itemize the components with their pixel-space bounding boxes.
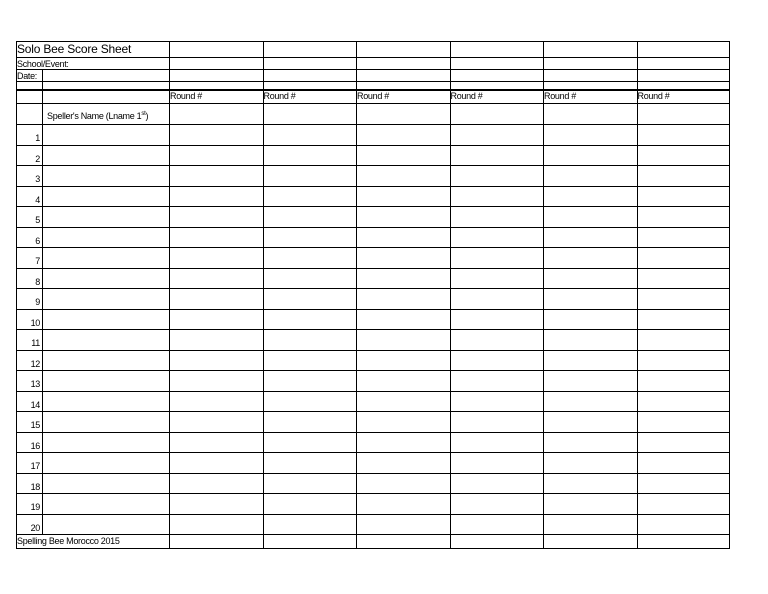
round-score-cell-5[interactable] [543,186,637,207]
round-score-cell-6[interactable] [637,350,731,371]
round-score-cell-5[interactable] [543,432,637,453]
round-score-cell-6[interactable] [637,370,731,391]
table-row [16,247,730,268]
round-score-cell-4[interactable] [450,329,544,350]
round-score-cell-2[interactable] [263,145,357,166]
round-score-cell-5[interactable] [543,493,637,514]
round-header-4: Round # [450,91,544,103]
round-score-cell-2[interactable] [263,186,357,207]
round-score-cell-6[interactable] [637,145,731,166]
table-row [16,391,730,412]
speller-name-cell[interactable] [42,370,169,391]
speller-name-cell[interactable] [42,350,169,371]
round-score-cell-1[interactable] [169,514,263,535]
table-row [16,452,730,473]
speller-name-cell[interactable] [42,247,169,268]
round-score-cell-5[interactable] [543,288,637,309]
footer-row [16,534,730,549]
title-row [16,41,730,57]
speller-name-cell[interactable] [42,411,169,432]
table-row [16,186,730,207]
round-score-cell-1[interactable] [169,186,263,207]
row-number: 9 [16,288,42,309]
round-score-cell-5[interactable] [543,206,637,227]
round-score-cell-2[interactable] [263,452,357,473]
round-score-cell-6[interactable] [637,473,731,494]
round-score-cell-2[interactable] [263,165,357,186]
round-score-cell-6[interactable] [637,329,731,350]
round-score-cell-2[interactable] [263,268,357,289]
row-number: 6 [16,227,42,248]
footer-text: Spelling Bee Morocco 2015 [16,534,169,549]
round-score-cell-3[interactable] [356,329,450,350]
speller-name-header: Speller's Name (Lname 1st) [42,103,169,124]
round-score-cell-3[interactable] [356,309,450,330]
table-row [16,514,730,535]
table-row [16,493,730,514]
round-score-cell-1[interactable] [169,411,263,432]
round-score-cell-5[interactable] [543,350,637,371]
round-score-cell-2[interactable] [263,124,357,145]
round-score-cell-2[interactable] [263,432,357,453]
score-sheet [16,41,730,549]
round-score-cell-2[interactable] [263,329,357,350]
speller-name-cell[interactable] [42,432,169,453]
speller-name-cell[interactable] [42,186,169,207]
table-row [16,268,730,289]
round-score-cell-5[interactable] [543,247,637,268]
row-number: 1 [16,124,42,145]
speller-name-cell[interactable] [42,165,169,186]
round-score-cell-4[interactable] [450,268,544,289]
round-score-cell-4[interactable] [450,493,544,514]
round-score-cell-1[interactable] [169,473,263,494]
round-score-cell-6[interactable] [637,165,731,186]
round-score-cell-1[interactable] [169,165,263,186]
round-score-cell-2[interactable] [263,473,357,494]
round-score-cell-1[interactable] [169,350,263,371]
round-score-cell-6[interactable] [637,411,731,432]
row-number: 17 [16,452,42,473]
round-header-6: Round # [637,91,731,103]
round-score-cell-2[interactable] [263,227,357,248]
row-number: 16 [16,432,42,453]
speller-name-cell[interactable] [42,452,169,473]
round-score-cell-3[interactable] [356,124,450,145]
round-score-cell-3[interactable] [356,247,450,268]
round-score-cell-5[interactable] [543,514,637,535]
round-score-cell-4[interactable] [450,124,544,145]
table-row [16,124,730,145]
round-score-cell-3[interactable] [356,206,450,227]
spacer-row [16,81,730,89]
row-number: 10 [16,309,42,330]
table-row [16,145,730,166]
school-event-label: School/Event: [16,57,169,69]
speller-name-cell[interactable] [42,206,169,227]
round-score-cell-3[interactable] [356,145,450,166]
row-number: 5 [16,206,42,227]
round-score-cell-4[interactable] [450,452,544,473]
round-score-cell-3[interactable] [356,514,450,535]
round-score-cell-2[interactable] [263,309,357,330]
round-score-cell-4[interactable] [450,186,544,207]
table-row [16,206,730,227]
round-score-cell-4[interactable] [450,432,544,453]
sheet-title: Solo Bee Score Sheet [16,41,169,57]
round-score-cell-1[interactable] [169,206,263,227]
round-score-cell-3[interactable] [356,350,450,371]
row-number: 19 [16,493,42,514]
table-row [16,350,730,371]
round-score-cell-6[interactable] [637,493,731,514]
round-score-cell-6[interactable] [637,391,731,412]
round-score-cell-4[interactable] [450,514,544,535]
round-score-cell-1[interactable] [169,452,263,473]
row-number: 18 [16,473,42,494]
speller-name-cell[interactable] [42,329,169,350]
round-score-cell-5[interactable] [543,370,637,391]
round-score-cell-3[interactable] [356,370,450,391]
round-score-cell-5[interactable] [543,309,637,330]
round-score-cell-5[interactable] [543,145,637,166]
round-score-cell-3[interactable] [356,411,450,432]
table-row [16,432,730,453]
speller-name-cell[interactable] [42,124,169,145]
speller-name-cell[interactable] [42,493,169,514]
round-score-cell-1[interactable] [169,145,263,166]
round-score-cell-4[interactable] [450,473,544,494]
round-score-cell-6[interactable] [637,432,731,453]
round-score-cell-4[interactable] [450,350,544,371]
speller-name-cell[interactable] [42,268,169,289]
speller-name-cell[interactable] [42,391,169,412]
row-number: 13 [16,370,42,391]
date-label: Date: [16,69,42,81]
row-number: 14 [16,391,42,412]
round-header-row [16,89,730,103]
round-score-cell-1[interactable] [169,124,263,145]
table-row [16,473,730,494]
round-score-cell-6[interactable] [637,288,731,309]
round-score-cell-5[interactable] [543,452,637,473]
round-score-cell-1[interactable] [169,288,263,309]
round-header-5: Round # [543,91,637,103]
round-score-cell-5[interactable] [543,473,637,494]
table-row [16,227,730,248]
speller-name-cell[interactable] [42,473,169,494]
round-score-cell-3[interactable] [356,391,450,412]
speller-name-cell[interactable] [42,145,169,166]
round-score-cell-6[interactable] [637,124,731,145]
school-row [16,57,730,69]
round-header-2: Round # [263,91,357,103]
round-score-cell-5[interactable] [543,227,637,248]
round-score-cell-2[interactable] [263,247,357,268]
round-score-cell-1[interactable] [169,329,263,350]
round-score-cell-4[interactable] [450,247,544,268]
speller-rows [16,124,730,534]
round-score-cell-1[interactable] [169,370,263,391]
round-score-cell-3[interactable] [356,452,450,473]
round-score-cell-2[interactable] [263,350,357,371]
round-score-cell-1[interactable] [169,247,263,268]
row-number: 8 [16,268,42,289]
round-score-cell-3[interactable] [356,288,450,309]
round-score-cell-3[interactable] [356,493,450,514]
date-field[interactable] [42,69,169,81]
round-score-cell-6[interactable] [637,186,731,207]
round-score-cell-1[interactable] [169,227,263,248]
round-score-cell-5[interactable] [543,329,637,350]
row-number: 4 [16,186,42,207]
round-score-cell-2[interactable] [263,391,357,412]
round-score-cell-1[interactable] [169,432,263,453]
round-score-cell-4[interactable] [450,288,544,309]
round-score-cell-4[interactable] [450,206,544,227]
table-row [16,329,730,350]
round-score-cell-6[interactable] [637,452,731,473]
round-score-cell-5[interactable] [543,268,637,289]
table-row [16,411,730,432]
round-score-cell-3[interactable] [356,473,450,494]
round-score-cell-4[interactable] [450,391,544,412]
round-score-cell-4[interactable] [450,227,544,248]
round-score-cell-6[interactable] [637,514,731,535]
table-row [16,309,730,330]
row-number: 2 [16,145,42,166]
round-score-cell-3[interactable] [356,165,450,186]
round-score-cell-3[interactable] [356,268,450,289]
round-score-cell-6[interactable] [637,247,731,268]
round-score-cell-2[interactable] [263,288,357,309]
round-score-cell-3[interactable] [356,227,450,248]
round-score-cell-2[interactable] [263,493,357,514]
table-row [16,288,730,309]
round-score-cell-4[interactable] [450,370,544,391]
round-score-cell-2[interactable] [263,370,357,391]
round-score-cell-2[interactable] [263,514,357,535]
round-score-cell-4[interactable] [450,165,544,186]
round-score-cell-5[interactable] [543,124,637,145]
date-row [16,69,730,81]
round-score-cell-1[interactable] [169,391,263,412]
round-score-cell-4[interactable] [450,145,544,166]
round-score-cell-6[interactable] [637,309,731,330]
round-header-1: Round # [169,91,263,103]
round-score-cell-4[interactable] [450,411,544,432]
round-score-cell-4[interactable] [450,309,544,330]
speller-name-cell[interactable] [42,227,169,248]
round-score-cell-1[interactable] [169,493,263,514]
round-score-cell-5[interactable] [543,165,637,186]
speller-name-cell[interactable] [42,288,169,309]
round-score-cell-5[interactable] [543,391,637,412]
round-score-cell-6[interactable] [637,227,731,248]
round-score-cell-1[interactable] [169,309,263,330]
round-score-cell-6[interactable] [637,268,731,289]
speller-name-cell[interactable] [42,514,169,535]
row-number: 20 [16,514,42,535]
round-score-cell-6[interactable] [637,206,731,227]
speller-header-row [16,103,730,124]
speller-name-cell[interactable] [42,309,169,330]
round-score-cell-2[interactable] [263,411,357,432]
round-score-cell-3[interactable] [356,186,450,207]
row-number: 3 [16,165,42,186]
row-number: 11 [16,329,42,350]
row-number: 12 [16,350,42,371]
table-row [16,165,730,186]
round-score-cell-3[interactable] [356,432,450,453]
round-score-cell-5[interactable] [543,411,637,432]
row-number: 15 [16,411,42,432]
round-score-cell-1[interactable] [169,268,263,289]
round-header-3: Round # [356,91,450,103]
round-score-cell-2[interactable] [263,206,357,227]
row-number: 7 [16,247,42,268]
table-row [16,370,730,391]
